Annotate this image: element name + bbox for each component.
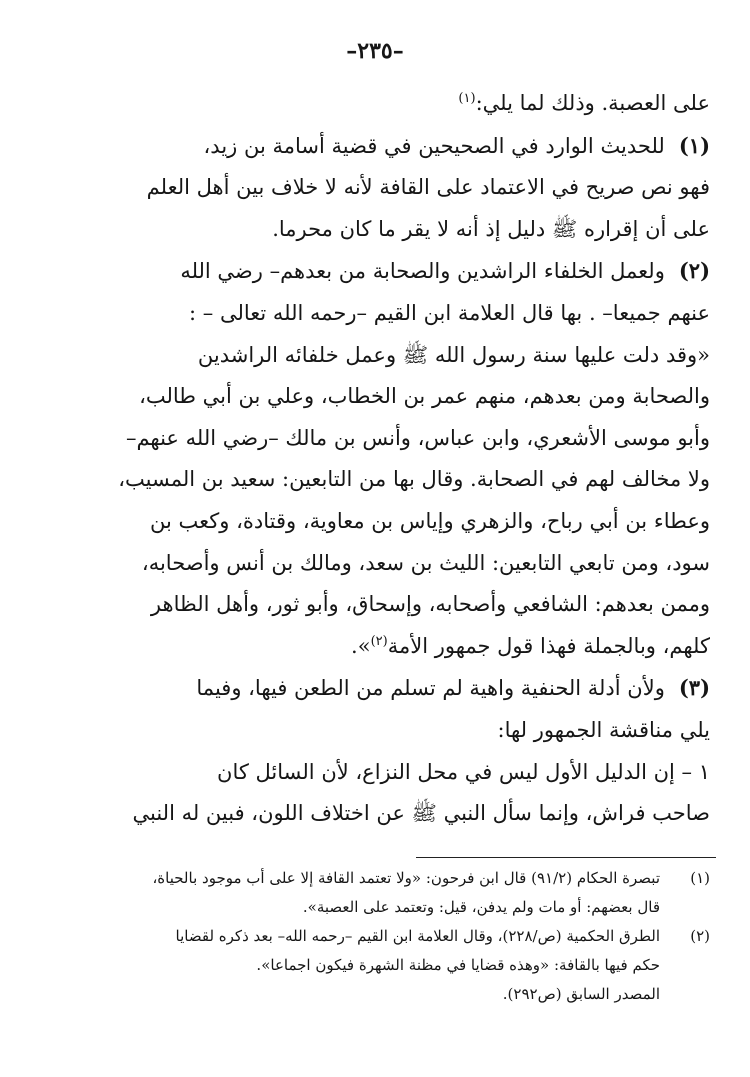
item-number: (١) (678, 132, 710, 158)
line-text: للحديث الوارد في الصحيحين في قضية أسامة بن زيد، (203, 133, 665, 158)
footnote-line: الطرق الحكمية (ص/٢٢٨)، وقال العلامة ابن القيم –رحمه الله– بعد ذكره لقضايا (175, 927, 660, 945)
item-1-line (58, 125, 710, 168)
item-2-line (58, 250, 710, 293)
text-line: «وقد دلت عليها سنة رسول الله ﷺ وعمل خلفائه الراشدين (197, 342, 710, 367)
footnote-2 (58, 922, 710, 1009)
text-line (58, 626, 710, 668)
line-text: على العصبة. وذلك لما يلي: (475, 91, 710, 115)
footnote-number: (٢) (690, 927, 710, 945)
footnote-divider (416, 857, 716, 858)
text-line: سود، ومن تابعي التابعين: الليث بن سعد، ومالك بن أنس وأصحابه، (141, 550, 710, 575)
text-line: ولا مخالف لهم في الصحابة. وقال بها من التابعين: سعيد بن المسيب، (118, 467, 710, 492)
item-number: (٢) (678, 258, 710, 284)
footnote-1 (58, 864, 710, 922)
item-number: (٣) (678, 675, 710, 701)
text-line (58, 83, 710, 125)
footnote-number: (١) (690, 869, 710, 887)
footnote-line: قال بعضهم: أو مات ولم يدفن، قيل: وتعتمد على العصبة». (302, 898, 660, 916)
footnotes (58, 864, 710, 1009)
footnote-line: المصدر السابق (ص٢٩٢). (502, 985, 660, 1003)
line-text: ولعمل الخلفاء الراشدين والصحابة من بعدهم– رضي الله (180, 259, 665, 284)
footnote-line: حكم فيها بالقافة: «وهذه قضايا في مظنة الشهرة فيكون اجماعا». (256, 956, 660, 974)
main-text (58, 83, 710, 835)
text-line: وممن بعدهم: الشافعي وأصحابه، وإسحاق، وأبو ثور، وأهل الظاهر (150, 592, 710, 617)
text-line: وأبو موسى الأشعري، وابن عباس، وأنس بن مالك –رضي الله عنهم– (125, 425, 710, 450)
text-line: على أن إقراره ﷺ دليل إذ أنه لا يقر ما كان محرما. (272, 216, 710, 241)
closing-quote: ». (351, 633, 371, 658)
text-line: فهو نص صريح في الاعتماد على القافة لأنه لا خلاف بين أهل العلم (146, 175, 710, 200)
text-line: ١ – إن الدليل الأول ليس في محل النزاع، لأن السائل كان (217, 759, 710, 784)
text-line: والصحابة ومن بعدهم، منهم عمر بن الخطاب، وعلي بن أبي طالب، (139, 384, 710, 409)
line-text: كلهم، وبالجملة فهذا قول جمهور الأمة (387, 633, 710, 658)
page-number: –٢٣٥– (346, 38, 404, 64)
text-line: عنهم جميعا– . بها قال العلامة ابن القيم –رحمه الله تعالى – : (189, 300, 710, 325)
footnote-line: تبصرة الحكام (٩١/٢) قال ابن فرحون: «ولا تعتمد القافة إلا على أب موجود بالحياة، (152, 869, 660, 887)
text-line: وعطاء بن أبي رباح، والزهري وإياس بن معاوية، وقتادة، وكعب بن (150, 508, 710, 533)
item-3-line (58, 667, 710, 710)
footnote-ref: (١) (458, 91, 476, 106)
text-line: صاحب فراش، وإنما سأل النبي ﷺ عن اختلاف اللون، فبين له النبي (132, 801, 710, 826)
footnote-ref: (٢) (370, 633, 388, 649)
text-line: يلي مناقشة الجمهور لها: (497, 717, 710, 742)
line-text: ولأن أدلة الحنفية واهية لم تسلم من الطعن فيها، وفيما (196, 676, 665, 701)
